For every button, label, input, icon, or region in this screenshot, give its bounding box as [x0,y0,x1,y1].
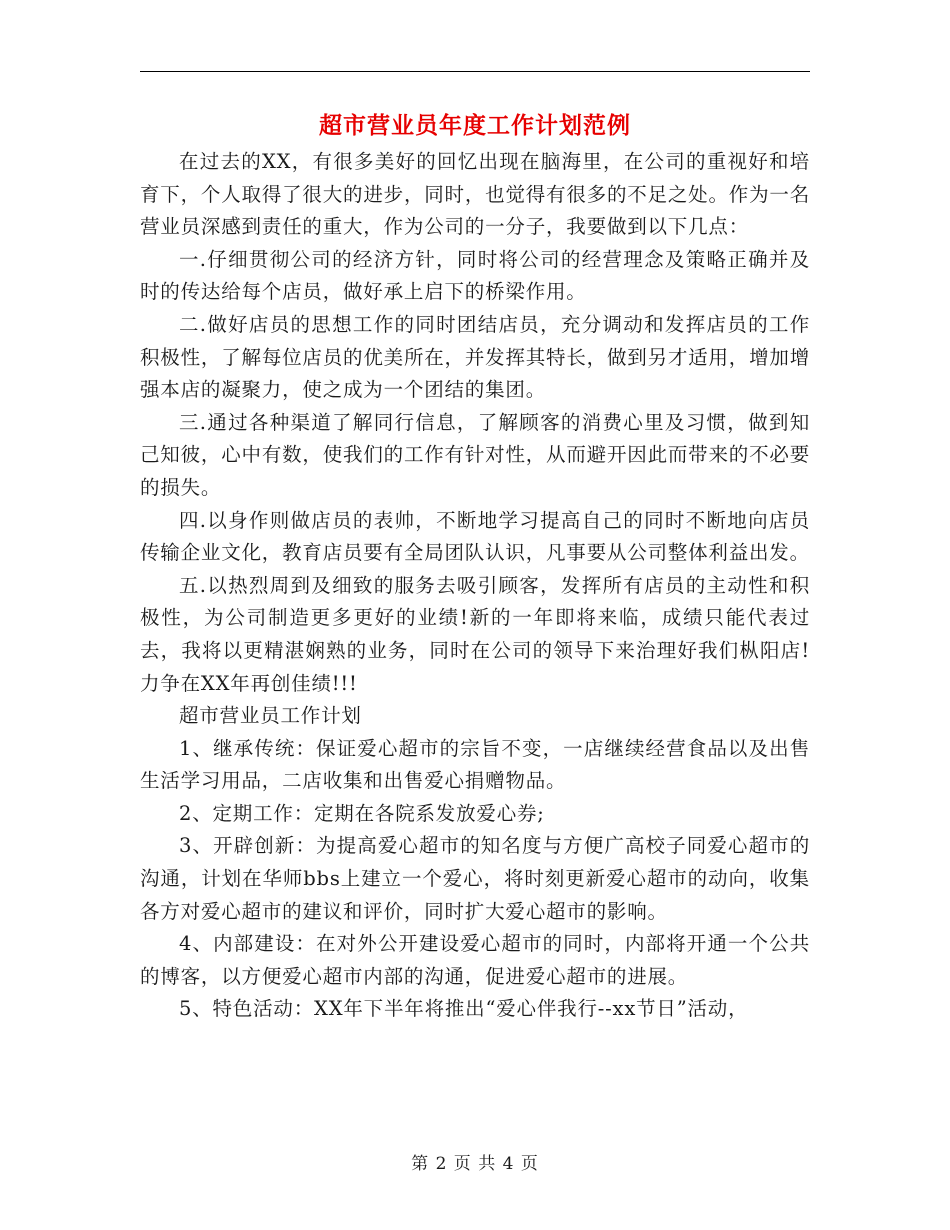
point-two-paragraph: 二.做好店员的思想工作的同时团结店员，充分调动和发挥店员的工作积极性，了解每位店员的优美所在，并发挥其特长，做到另才适用，增加增强本店的凝聚力，使之成为一个团结的集团。 [140,312,810,402]
page-number-footer: 第 2 页 共 4 页 [411,1154,539,1174]
plan-item-2: 2、定期工作：定期在各院系发放爱心券; [179,801,545,825]
header-rule [140,71,810,72]
document-title: 超市营业员年度工作计划范例 [319,112,631,139]
plan-item-3: 3、开辟创新：为提高爱心超市的知名度与方便广高校子同爱心超市的沟通，计划在华师bbs上建立一个爱心，将时刻更新爱心超市的动向，收集各方对爱心超市的建议和评价，同时扩大爱心超市的影响。 [140,834,810,923]
point-one-paragraph: 一.仔细贯彻公司的经济方针，同时将公司的经营理念及策略正确并及时的传达给每个店员，做好承上启下的桥梁作用。 [140,247,810,304]
plan-item-1: 1、继承传统：保证爱心超市的宗旨不变，一店继续经营食品以及出售生活学习用品，二店收集和出售爱心捐赠物品。 [140,736,810,793]
point-five-paragraph: 五.以热烈周到及细致的服务去吸引顾客，发挥所有店员的主动性和积极性，为公司制造更多更好的业绩!新的一年即将来临，成绩只能代表过去，我将以更精湛娴熟的业务，同时在公司的领导下来治理好我们枞阳店!力争在XX年再创佳绩!!! [140,573,810,695]
plan-item-4: 4、内部建设：在对外公开建设爱心超市的同时，内部将开通一个公共的博客，以方便爱心超市内部的沟通，促进爱心超市的进展。 [140,932,810,988]
point-three-paragraph: 三.通过各种渠道了解同行信息，了解顾客的消费心里及习惯，做到知己知彼，心中有数，使我们的工作有针对性，从而避开因此而带来的不必要的损失。 [140,410,810,499]
point-four-paragraph: 四.以身作则做店员的表帅，不断地学习提高自己的同时不断地向店员传输企业文化，教育店员要有全局团队认识，凡事要从公司整体利益出发。 [140,508,810,565]
section-heading: 超市营业员工作计划 [179,704,362,728]
plan-item-5: 5、特色活动：XX年下半年将推出“爱心伴我行--xx节日”活动， [179,997,749,1021]
document-body [140,146,810,1026]
intro-paragraph: 在过去的XX，有很多美好的回忆出现在脑海里，在公司的重视好和培育下，个人取得了很大的进步，同时，也觉得有很多的不足之处。作为一名营业员深感到责任的重大，作为公司的一分子，我要做到以下几点： [140,150,810,239]
